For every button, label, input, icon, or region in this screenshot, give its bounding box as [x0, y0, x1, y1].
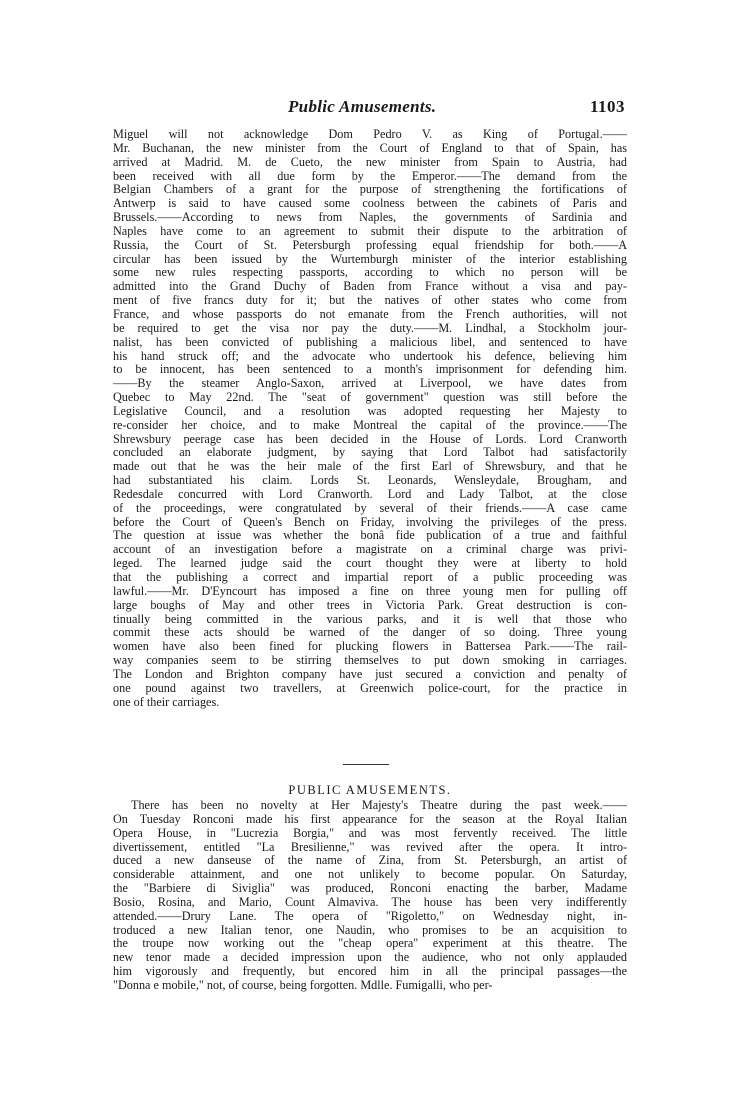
text-line: leged. The learned judge said the court thought they were at liberty to hold	[113, 557, 627, 571]
text-line: On Tuesday Ronconi made his first appearance for the season at the Royal Italian	[113, 812, 627, 826]
text-line: ment of five francs duty for it; but the natives of other states who come from	[113, 294, 627, 308]
text-line: be required to get the visa nor pay the duty.——M. Lindhal, a Stockholm jour-	[113, 321, 627, 335]
text-line: lawful.——Mr. D'Eyncourt has imposed a fine on three young men for pulling off	[113, 584, 627, 598]
section-heading: PUBLIC AMUSEMENTS.	[288, 783, 452, 797]
text-line: one of their carriages.	[113, 695, 220, 709]
text-line: Legislative Council, and a resolution was adopted requesting her Majesty to	[113, 404, 627, 418]
page-number: 1103	[589, 97, 625, 116]
text-line: new tenor made a decided impression upon the audience, who not only applauded	[113, 951, 627, 965]
text-line: some new rules respecting passports, according to which no person will be	[113, 266, 627, 280]
news-paragraph	[113, 128, 627, 709]
text-line: admitted into the Grand Duchy of Baden from France without a visa and pay-	[113, 280, 627, 294]
text-line: the "Barbiere di Siviglia" was produced, Ronconi enacting the barber, Madame	[113, 882, 627, 896]
text-line: nalist, has been convicted of publishing a malicious libel, and sentenced to have	[113, 335, 627, 349]
text-line: that the publishing a correct and impartial report of a public proceeding was	[113, 571, 627, 584]
text-line: France, and whose passports do not emanate from the French authorities, will not	[113, 307, 627, 321]
text-line: "Donna e mobile," not, of course, being forgotten. Mdlle. Fumigalli, who per-	[113, 978, 493, 992]
text-line: re-consider her choice, and to make Montreal the capital of the province.——The	[113, 418, 627, 432]
text-line: had substantiated his claim. Lords St. Leonards, Wensleydale, Brougham, and	[113, 474, 627, 488]
text-line: to be innocent, has been sentenced to a month's imprisonment for defending him.	[113, 363, 627, 377]
text-line: Miguel will not acknowledge Dom Pedro V. as King of Portugal.——	[113, 128, 627, 141]
text-line: Antwerp is said to have caused some coolness between the cabinets of Paris and	[113, 197, 627, 211]
running-head	[113, 97, 625, 121]
text-line: his hand struck off; and the advocate who undertook his defence, believing him	[113, 349, 627, 363]
text-line: account of an investigation before a magistrate on a criminal charge was privi-	[113, 543, 627, 557]
text-line: Bosio, Rosina, and Mario, Count Almaviva. The house has been very indifferently	[113, 895, 627, 909]
text-line: The question at issue was whether the bonâ fide publication of a true and faithful	[113, 529, 627, 543]
text-line: one pound against two travellers, at Greenwich police-court, for the practice in	[113, 681, 627, 695]
amusements-paragraph	[113, 799, 627, 993]
text-line: of the proceedings, were congratulated by several of their friends.——A case came	[113, 501, 627, 515]
text-line: Mr. Buchanan, the new minister from the Court of England to that of Spain, has	[113, 141, 627, 155]
text-line: way companies seem to be stirring themselves to put down smoking in carriages.	[113, 654, 627, 668]
section-divider	[343, 764, 389, 765]
text-line: Belgian Chambers of a grant for the purpose of strengthening the fortifications of	[113, 183, 627, 197]
text-line: divertissement, entitled "La Bresilienne," was revived after the opera. It intro-	[113, 840, 627, 854]
text-line: Naples have come to an agreement to submit their dispute to the arbitration of	[113, 224, 627, 238]
text-line: troduced a new Italian tenor, one Naudin, who promises to be an acquisition to	[113, 923, 627, 937]
text-line: arrived at Madrid. M. de Cueto, the new minister from Spain to Austria, had	[113, 155, 627, 169]
text-line: large boughs of May and other trees in Victoria Park. Great destruction is con-	[113, 598, 627, 612]
text-line: There has been no novelty at Her Majesty's Theatre during the past week.——	[131, 799, 627, 812]
text-line: Shrewsbury peerage case has been decided in the House of Lords. Lord Cranworth	[113, 432, 627, 446]
text-line: Redesdale concurred with Lord Cranworth. Lord and Lady Talbot, at the close	[113, 487, 627, 501]
text-line: Brussels.——According to news from Naples, the governments of Sardinia and	[113, 211, 627, 225]
text-line: commit these acts should be warned of the danger of so doing. Three young	[113, 626, 627, 640]
text-line: him vigorously and frequently, but encored him in all the principal passages—the	[113, 965, 627, 979]
text-line: ——By the steamer Anglo-Saxon, arrived at Liverpool, we have dates from	[113, 377, 627, 391]
text-line: considerable attainment, and one not unlikely to become popular. On Saturday,	[113, 868, 627, 882]
text-line: the troupe now working out the "cheap opera" experiment at this theatre. The	[113, 937, 627, 951]
text-line: circular has been issued by the Wurtemburgh minister of the interior establishing	[113, 252, 627, 266]
text-line: Opera House, in "Lucrezia Borgia," and was most fervently received. The little	[113, 826, 627, 840]
text-line: attended.——Drury Lane. The opera of "Rigoletto," on Wednesday night, in-	[113, 909, 627, 923]
text-line: tinually being committed in the various parks, and it is well that those who	[113, 612, 627, 626]
text-line: concluded an elaborate judgment, by saying that Lord Talbot had satisfactorily	[113, 446, 627, 460]
text-line: Quebec to May 22nd. The "seat of government" question was still before the	[113, 391, 627, 405]
text-line: women have also been fined for plucking flowers in Battersea Park.——The rail-	[113, 640, 627, 654]
text-line: before the Court of Queen's Bench on Friday, involving the privileges of the press.	[113, 515, 627, 529]
running-title: Public Amusements.	[288, 97, 437, 116]
text-line: duced a new danseuse of the name of Zina, from St. Petersburgh, an artist of	[113, 854, 627, 868]
text-line: made out that he was the heir male of the first Earl of Shrewsbury, and that he	[113, 460, 627, 474]
text-line: Russia, the Court of St. Petersburgh professing equal friendship for both.——A	[113, 238, 627, 252]
text-line: The London and Brighton company have just secured a conviction and penalty of	[113, 667, 627, 681]
text-line: been received with all due form by the Emperor.——The demand from the	[113, 169, 627, 183]
